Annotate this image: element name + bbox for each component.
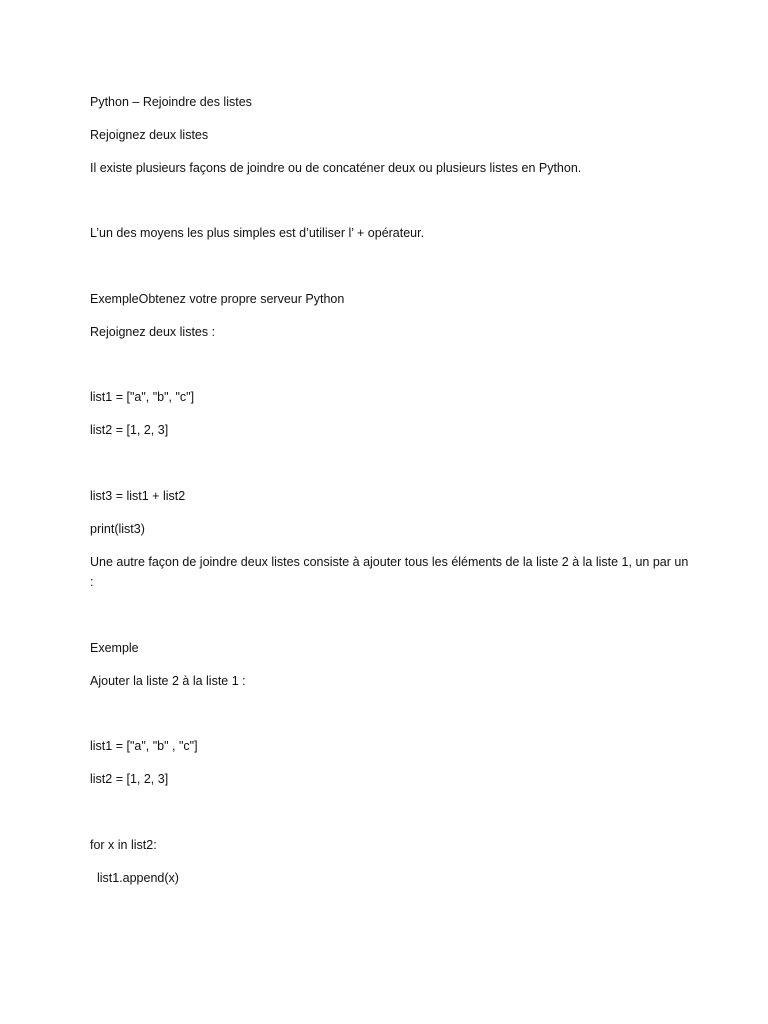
example2-caption: Ajouter la liste 2 à la liste 1 : bbox=[90, 674, 246, 688]
append-paragraph: Une autre façon de joindre deux listes consiste à ajouter tous les éléments de la liste 2 à la liste 1, un par un : bbox=[90, 555, 692, 589]
example2-label: Exemple bbox=[90, 641, 139, 655]
intro-paragraph: Il existe plusieurs façons de joindre ou de concaténer deux ou plusieurs listes en Python. bbox=[90, 161, 582, 175]
code-line: list2 = [1, 2, 3] bbox=[90, 772, 169, 786]
code-line: for x in list2: bbox=[90, 838, 157, 852]
code-line: list1 = ["a", "b", "c"] bbox=[90, 390, 195, 404]
code-line: print(list3) bbox=[90, 522, 145, 536]
code-line: list3 = list1 + list2 bbox=[90, 489, 186, 503]
document-title: Python – Rejoindre des listes bbox=[90, 95, 252, 109]
code-line: list1.append(x) bbox=[90, 871, 179, 885]
example1-label: ExempleObtenez votre propre serveur Python bbox=[90, 292, 345, 306]
code-line: list1 = ["a", "b" , "c"] bbox=[90, 739, 198, 753]
example1-caption: Rejoignez deux listes : bbox=[90, 325, 216, 339]
code-line: list2 = [1, 2, 3] bbox=[90, 423, 169, 437]
section-heading: Rejoignez deux listes bbox=[90, 128, 209, 142]
operator-paragraph: L’un des moyens les plus simples est d’utiliser l’ + opérateur. bbox=[90, 226, 425, 240]
